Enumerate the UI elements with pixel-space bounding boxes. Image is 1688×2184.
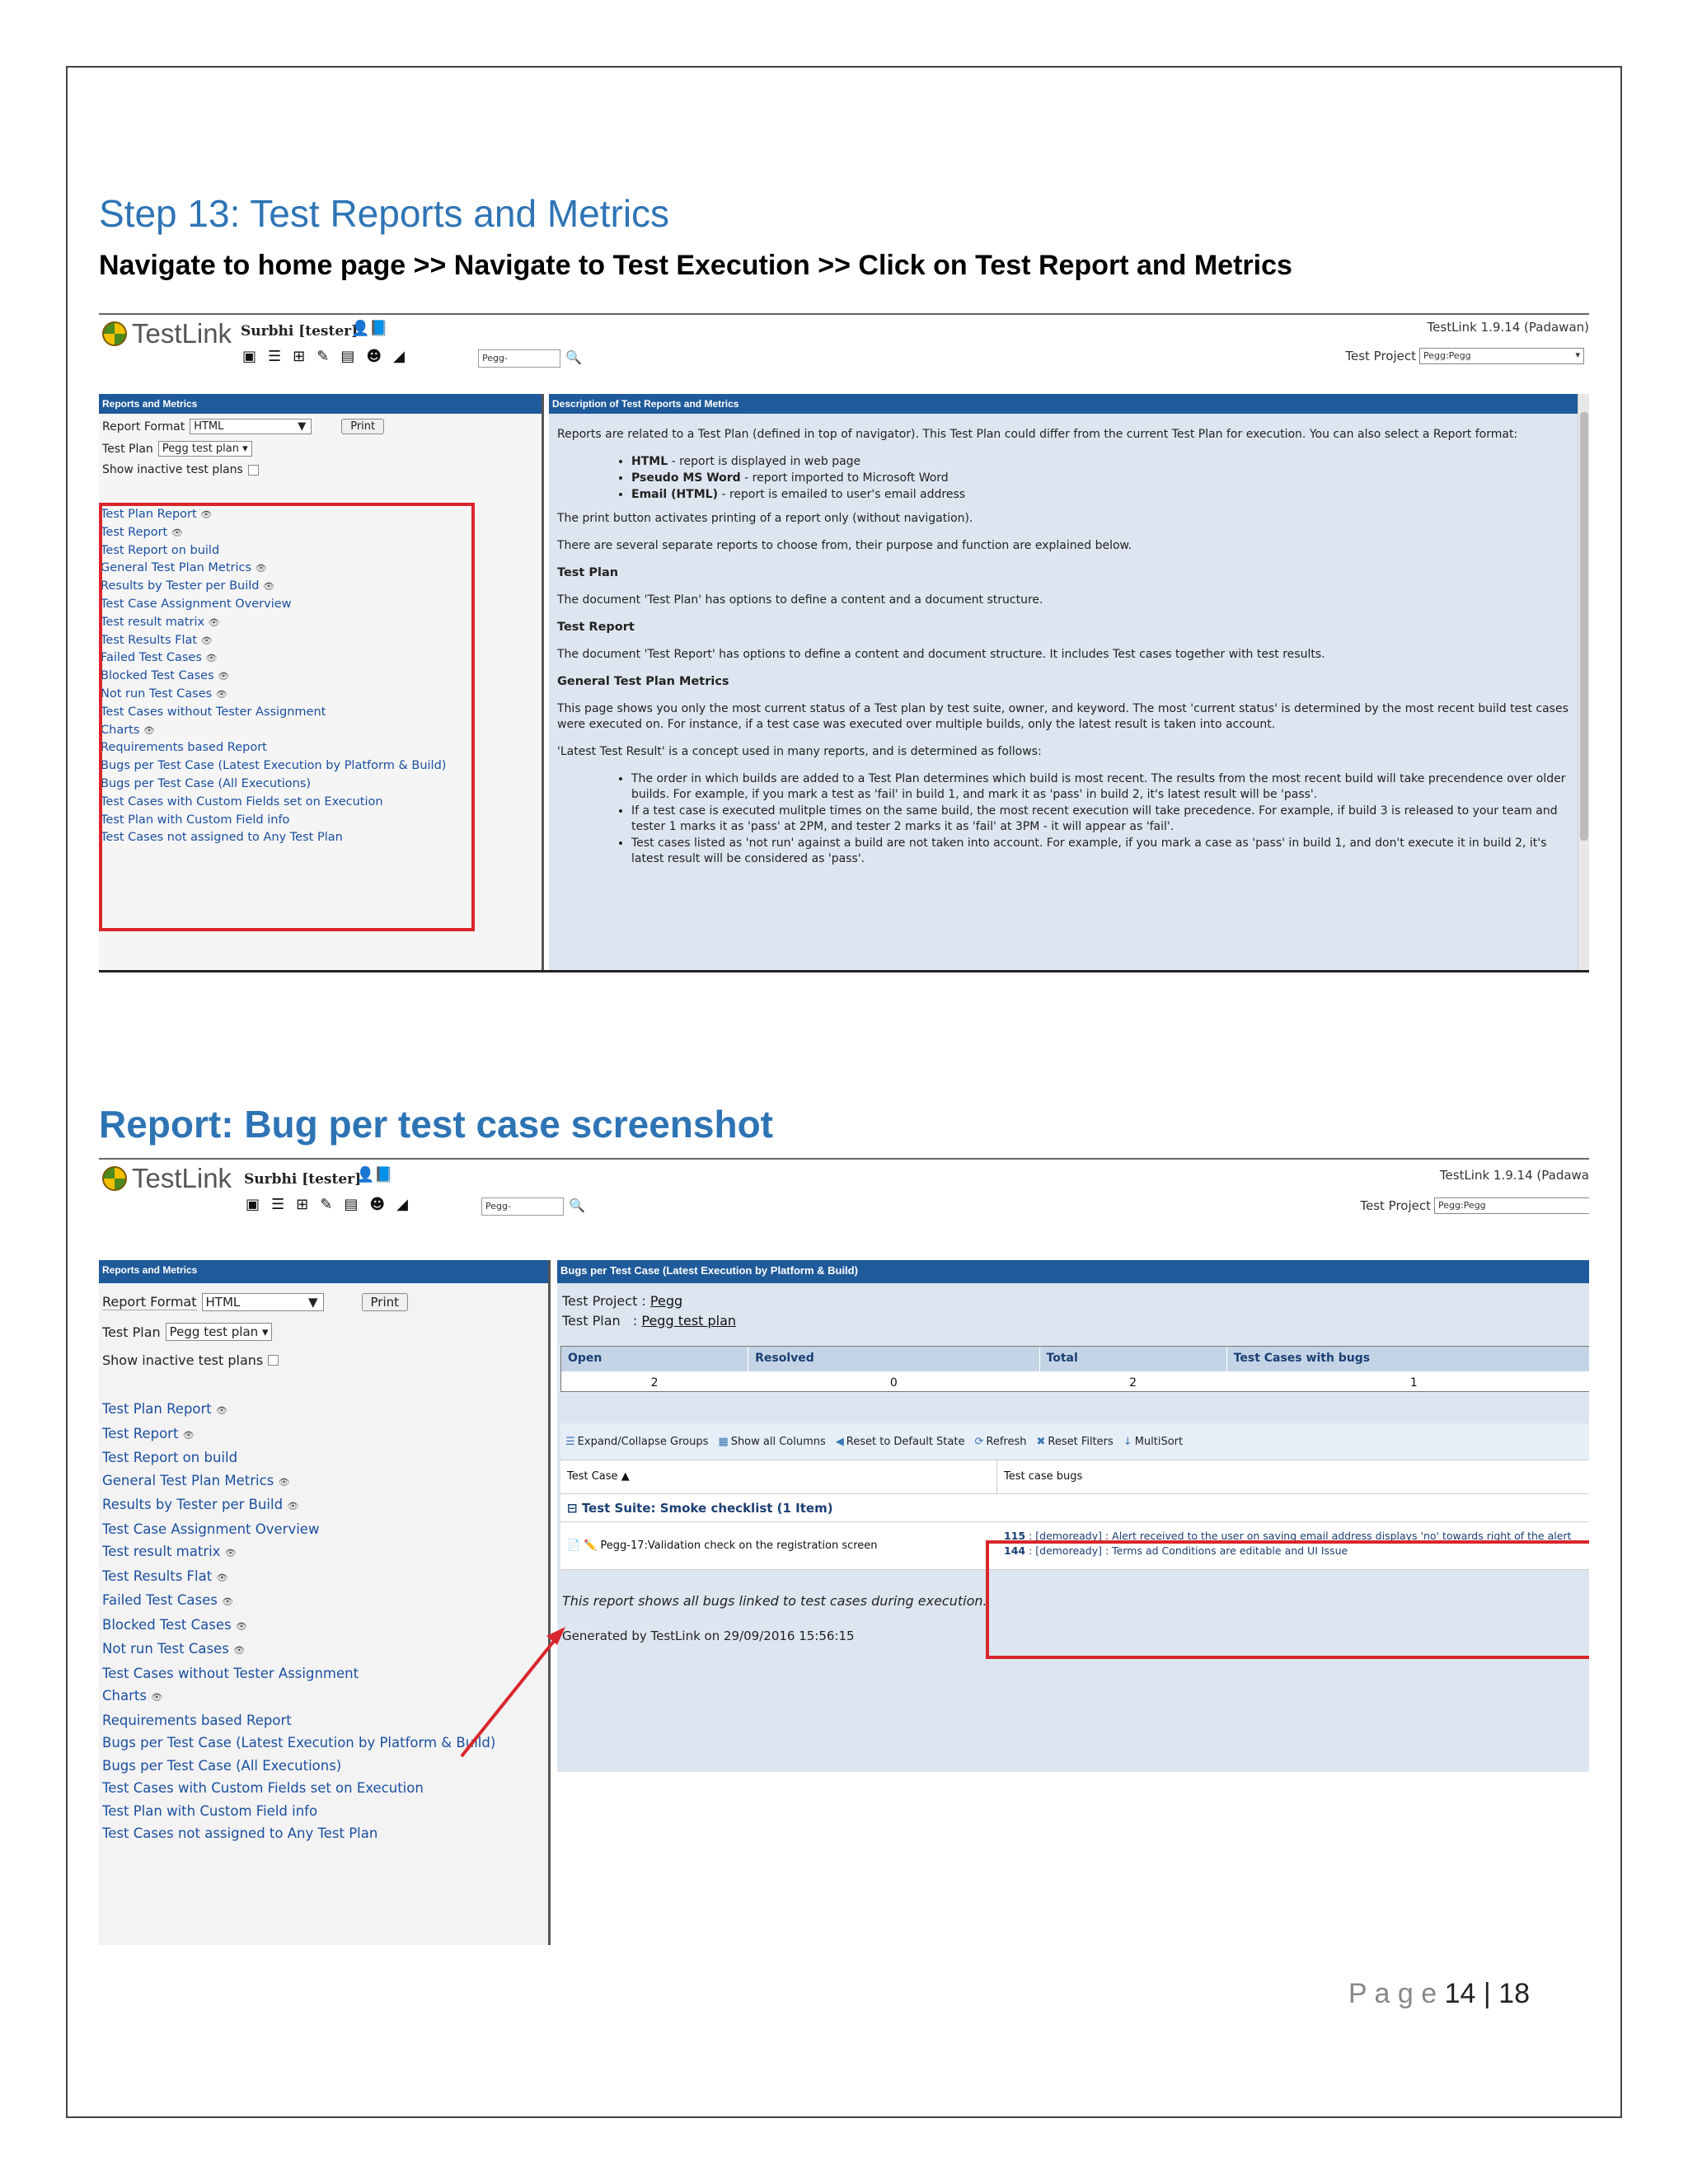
report-link-label: Test Case Assignment Overview (102, 1521, 320, 1537)
print-button[interactable]: Print (362, 1293, 409, 1311)
sort-asc-icon: ▲ (621, 1470, 630, 1483)
view-icon[interactable]: 👁 (208, 616, 220, 628)
toolbar-label: Reset to Default State (846, 1435, 965, 1448)
test-report-text: The document 'Test Report' has options to define a content and document structure. It includes Test cases together with test results. (557, 648, 1325, 661)
report-title: Report: Bug per test case screenshot (99, 1103, 774, 1146)
heading-test-plan: Test Plan (557, 566, 619, 579)
view-icon[interactable]: 👁 (215, 688, 227, 700)
search-input[interactable]: Pegg- (478, 349, 560, 368)
report-format-select[interactable]: HTML ▼ (190, 419, 312, 434)
arrow-head (546, 1627, 565, 1645)
step-title: Step 13: Test Reports and Metrics (99, 192, 670, 235)
left-panel-title: Reports and Metrics (99, 394, 542, 414)
testlink-header (99, 315, 1589, 374)
stats-col-header[interactable]: Open (561, 1347, 748, 1371)
chevron-down-icon: ▾ (242, 443, 248, 455)
document-icon[interactable]: ▤ (344, 1196, 359, 1213)
view-icon[interactable]: 👁 (287, 1501, 299, 1511)
logout-icon[interactable]: 📘 (374, 1166, 393, 1183)
project-selector: Test Project Pegg:Pegg ▾ (1345, 348, 1584, 364)
requirements-icon[interactable]: ☰ (271, 1196, 285, 1213)
user-admin-icon[interactable]: ☻ (366, 348, 382, 365)
logout-icon[interactable]: 📘 (369, 320, 388, 337)
refresh-icon: ⟳ (974, 1435, 984, 1448)
report-link-label: Test Results Flat (101, 633, 198, 647)
test-plan-select[interactable]: Pegg test plan ▾ (166, 1323, 273, 1341)
version-label: TestLink 1.9.14 (Padawa (1439, 1168, 1589, 1183)
format-desc: - report is emailed to user's email address (718, 488, 966, 501)
report-link-label: Test result matrix (102, 1544, 221, 1559)
general-metrics-text: This page shows you only the most current status of a Test plan by test suite, owner, and keyword. The most 'current status' is determined by the most recent build test cases were executed on. For instance, if a test case was executed over multiple builds, only the latest result is taken into account. (557, 702, 1568, 731)
print-note: The print button activates printing of a report only (without navigation). (557, 512, 973, 525)
rule-item: • The order in which builds are added to a Test Plan determines which build is most recent. The results from the most recent build will take precendence over older builds. For example, if you mark a test as 'fail' in build 1, and mark it as 'pass' in build 2, it's latest result will be 'pass'. (631, 771, 1569, 803)
group-row[interactable]: ⊟ Test Suite: Smoke checklist (1 Item) (560, 1494, 1589, 1522)
rule-item: • Test cases listed as 'not run' against a build are not taken into account. For example, if you mark a case as 'pass' in build 1, and don't execute it in build 2, it's latest result will be considered as 'pass'. (631, 836, 1569, 867)
report-format-select[interactable]: HTML ▼ (202, 1293, 324, 1311)
latest-result-text: 'Latest Test Result' is a concept used in many reports, and is determined as follows: (557, 745, 1042, 758)
view-icon[interactable]: 👁 (222, 1596, 234, 1607)
report-link-label: Test Case Assignment Overview (101, 597, 292, 611)
document-icon[interactable]: ▤ (340, 348, 355, 365)
test-plan-select[interactable]: Pegg test plan ▾ (158, 441, 252, 457)
view-icon[interactable]: 👁 (200, 509, 213, 520)
view-icon[interactable]: 👁 (216, 1405, 228, 1416)
stats-value: 2 (1040, 1371, 1227, 1391)
screenshot-test-reports (99, 313, 1589, 972)
collapse-icon[interactable]: ⊟ (567, 1501, 578, 1516)
heading-general-metrics: General Test Plan Metrics (557, 675, 729, 688)
test-plan-text: The document 'Test Plan' has options to define a content and a document structure. (557, 593, 1043, 607)
test-plan-label: Test Plan (102, 442, 153, 456)
events-icon[interactable]: ◢ (396, 1196, 408, 1213)
scroll-thumb[interactable] (1580, 412, 1588, 841)
test-case-name: Pegg-17:Validation check on the registration screen (600, 1540, 878, 1552)
report-link-label: Test Cases not assigned to Any Test Plan (101, 831, 343, 845)
user-name: Surbhi [tester] (244, 1171, 362, 1188)
format-list (631, 454, 1569, 503)
generated-info: Generated by TestLink on 29/09/2016 15:56:15 (562, 1629, 855, 1643)
bug-text: : [demoready] : Terms ad Conditions are editable and UI Issue (1025, 1544, 1348, 1557)
report-link-label: Test Plan with Custom Field info (101, 813, 290, 827)
report-link-label: Bugs per Test Case (All Executions) (102, 1757, 342, 1774)
col-test-case[interactable]: Test Case ▲ (560, 1460, 997, 1493)
stats-value: 0 (748, 1371, 1039, 1391)
view-icon[interactable]: 👁 (205, 653, 218, 664)
home-icon[interactable]: ▣ (246, 1196, 260, 1213)
show-inactive-checkbox[interactable] (248, 465, 259, 476)
report-format-label: Report Format (102, 1294, 197, 1310)
report-link-label: Test Results Flat (102, 1568, 213, 1584)
report-link-label: Test Plan Report (102, 1401, 212, 1417)
stats-col-header[interactable]: Test Cases with bugs (1227, 1347, 1589, 1371)
view-icon[interactable]: 👁 (182, 1429, 195, 1441)
screenshot-bugs-report (99, 1158, 1589, 1945)
report-link-label: Test Cases with Custom Fields set on Execution (101, 794, 383, 808)
report-link-label: Blocked Test Cases (101, 669, 214, 683)
view-icon[interactable]: 👁 (216, 1572, 228, 1583)
view-icon[interactable]: 👁 (224, 1548, 237, 1558)
format-item (631, 471, 1569, 486)
tree-icon[interactable]: ⊞ (296, 1196, 309, 1213)
report-link-label: Not run Test Cases (101, 687, 213, 701)
testlink-logo[interactable]: TestLink (102, 318, 232, 349)
rule-item: • If a test case is executed mulitple times on the same build, the most recent execution will take precedence. For example, if build 3 is released to your team and tester 1 marks it as 'pass' at 2PM, and tester 2 marks it as 'fail' at 3PM - it will appear as 'fail'. (631, 804, 1569, 835)
report-link-label: Requirements based Report (101, 741, 267, 755)
user-settings-icon[interactable]: 👤 (356, 1166, 375, 1183)
description-body (549, 414, 1578, 882)
chevron-down-icon: ▼ (298, 420, 307, 433)
format-name: Email (HTML) (631, 488, 718, 501)
bugs-report-title: Bugs per Test Case (Latest Execution by Platform & Build) (557, 1260, 1589, 1283)
testlink-logo[interactable]: TestLink (102, 1163, 232, 1194)
project-link[interactable]: Pegg (649, 1293, 683, 1309)
show-inactive-label: Show inactive test plans (102, 463, 243, 476)
description-intro: Reports are related to a Test Plan (defined in top of navigator). This Test Plan could differ from the current Test Plan for execution. You can also select a Report format: (557, 428, 1518, 441)
left-panel-title: Reports and Metrics (99, 1260, 548, 1283)
report-link-label: Test result matrix (101, 615, 205, 629)
view-icon[interactable]: 👁 (171, 527, 183, 538)
bug-text: : [demoready] : Alert received to the user on saving email address displays 'no' towards right of the alert (1025, 1530, 1572, 1542)
home-icon[interactable]: ▣ (242, 348, 257, 365)
report-link-label: Test Plan with Custom Field info (102, 1802, 318, 1819)
col-bugs[interactable]: Test case bugs (997, 1460, 1589, 1493)
project-selector: Test Project Pegg:Pegg ▾ (1360, 1197, 1589, 1214)
view-icon[interactable]: 👁 (255, 563, 267, 574)
chevron-down-icon: ▾ (261, 1324, 269, 1339)
bug-id: 115 (1004, 1530, 1026, 1542)
description-panel (549, 394, 1578, 970)
format-desc: - report is displayed in web page (668, 455, 861, 468)
columns-icon: ▦ (718, 1435, 729, 1448)
view-icon[interactable]: 👁 (218, 671, 230, 682)
description-scrollbar[interactable] (1578, 394, 1589, 972)
toolbar-label: Show all Columns (730, 1435, 826, 1448)
report-link-label: Failed Test Cases (102, 1592, 218, 1608)
report-link-label: Bugs per Test Case (All Executions) (101, 776, 312, 790)
view-icon[interactable]: 👁 (143, 724, 155, 736)
toolbar-label: MultiSort (1134, 1435, 1184, 1448)
page-footer: P a g e 14 | 18 (1348, 1978, 1530, 2009)
view-icon[interactable]: 👁 (233, 1645, 246, 1656)
report-link-label: Test Cases without Tester Assignment (102, 1665, 359, 1681)
report-link-label: Results by Tester per Build (101, 579, 260, 593)
user-icons[interactable] (351, 320, 388, 337)
report-link-label: Test Report (102, 1425, 179, 1441)
user-settings-icon[interactable]: 👤 (351, 320, 370, 337)
show-inactive-label: Show inactive test plans (102, 1352, 264, 1368)
report-link-label: General Test Plan Metrics (102, 1472, 274, 1488)
requirements-icon[interactable]: ☰ (268, 348, 282, 365)
report-link-label: Not run Test Cases (102, 1641, 229, 1657)
toolbar-label: Refresh (986, 1435, 1027, 1448)
report-link-label: Test Cases without Tester Assignment (101, 705, 326, 719)
stats-col-header[interactable]: Resolved (748, 1347, 1039, 1371)
view-icon[interactable]: 👁 (263, 581, 275, 593)
bug-id: 144 (1004, 1544, 1026, 1557)
testlink-logo-icon (102, 321, 127, 346)
report-link-label: Results by Tester per Build (102, 1497, 284, 1512)
report-link-label: Test Cases with Custom Fields set on Execution (102, 1780, 424, 1796)
report-footnote: This report shows all bugs linked to test cases during execution. (562, 1593, 987, 1609)
tree-icon[interactable]: ⊞ (293, 348, 306, 365)
toolbar-label: Expand/Collapse Groups (577, 1435, 709, 1448)
sort-icon: ↓ (1123, 1435, 1132, 1448)
view-icon[interactable]: 👁 (200, 635, 213, 646)
format-desc: - report imported to Microsoft Word (740, 471, 949, 485)
toolbar-label: Reset Filters (1048, 1435, 1114, 1448)
execute-icon[interactable]: ✎ (316, 348, 330, 365)
rules-list (631, 771, 1569, 867)
expand-icon: ☰ (565, 1435, 575, 1448)
report-link-label: Test Report (101, 525, 168, 539)
stats-value: 1 (1227, 1371, 1589, 1391)
stats-value: 2 (561, 1371, 748, 1391)
highlight-reports-list (99, 503, 475, 931)
test-plan-label: Test Plan (102, 1324, 161, 1340)
report-link-label: Test Report on build (101, 543, 220, 557)
report-link-label: Test Report on build (102, 1450, 238, 1465)
user-name: Surbhi [tester] (241, 323, 359, 340)
user-admin-icon[interactable]: ☻ (369, 1196, 386, 1213)
report-link-label: General Test Plan Metrics (101, 561, 252, 575)
report-link-label: Charts (102, 1688, 147, 1704)
heading-test-report: Test Report (557, 621, 635, 634)
view-icon[interactable]: 👁 (151, 1692, 163, 1703)
report-link-label: Test Plan Report (101, 508, 197, 521)
execute-icon[interactable]: ✎ (320, 1196, 333, 1213)
description-title: Description of Test Reports and Metrics (549, 394, 1578, 414)
format-name: Pseudo MS Word (631, 471, 741, 485)
view-icon[interactable]: 👁 (235, 1620, 247, 1632)
report-link-label: Failed Test Cases (101, 651, 202, 665)
print-button[interactable]: Print (341, 419, 384, 434)
report-link-label: Blocked Test Cases (102, 1616, 232, 1633)
report-link-label: Charts (101, 723, 140, 737)
chevron-down-icon: ▼ (307, 1295, 318, 1310)
search-icon[interactable]: 🔍 (569, 1197, 585, 1213)
report-format-label: Report Format (102, 419, 185, 434)
red-arrow (99, 1160, 1589, 1945)
plan-link[interactable]: Pegg test plan (641, 1313, 737, 1329)
report-link-label: Bugs per Test Case (Latest Execution by Platform & Build) (101, 759, 447, 773)
project-select[interactable]: Pegg:Pegg ▾ (1434, 1197, 1589, 1214)
separate-note: There are several separate reports to choose from, their purpose and function are explained below. (557, 539, 1132, 552)
step-subtitle: Navigate to home page >> Navigate to Test Execution >> Click on Test Report and Metrics (99, 250, 1292, 281)
report-link-label: Requirements based Report (102, 1712, 292, 1728)
main-toolbar (242, 348, 405, 365)
project-info: Test Project : Pegg Test Plan : Pegg test plan (562, 1293, 737, 1329)
format-item (631, 454, 1569, 470)
arrow-line (462, 1636, 558, 1756)
filter-icon: ✖ (1036, 1435, 1046, 1448)
search-input[interactable]: Pegg- (481, 1197, 564, 1216)
events-icon[interactable]: ◢ (393, 348, 405, 365)
version-label: TestLink 1.9.14 (Padawan) (1427, 320, 1589, 335)
search-icon[interactable]: 🔍 (565, 349, 582, 365)
format-item (631, 487, 1569, 503)
view-icon[interactable]: 👁 (278, 1476, 290, 1488)
reset-icon: ◀ (835, 1435, 844, 1448)
report-link-label: Bugs per Test Case (Latest Execution by Platform & Build) (102, 1735, 496, 1750)
project-select[interactable]: Pegg:Pegg ▾ (1419, 348, 1584, 364)
edit-icon[interactable]: ✏️ (584, 1540, 598, 1552)
report-link-label: Test Cases not assigned to Any Test Plan (102, 1825, 378, 1841)
format-name: HTML (631, 455, 668, 468)
stats-col-header[interactable]: Total (1040, 1347, 1227, 1371)
document-icon[interactable]: 📄 (567, 1540, 581, 1552)
